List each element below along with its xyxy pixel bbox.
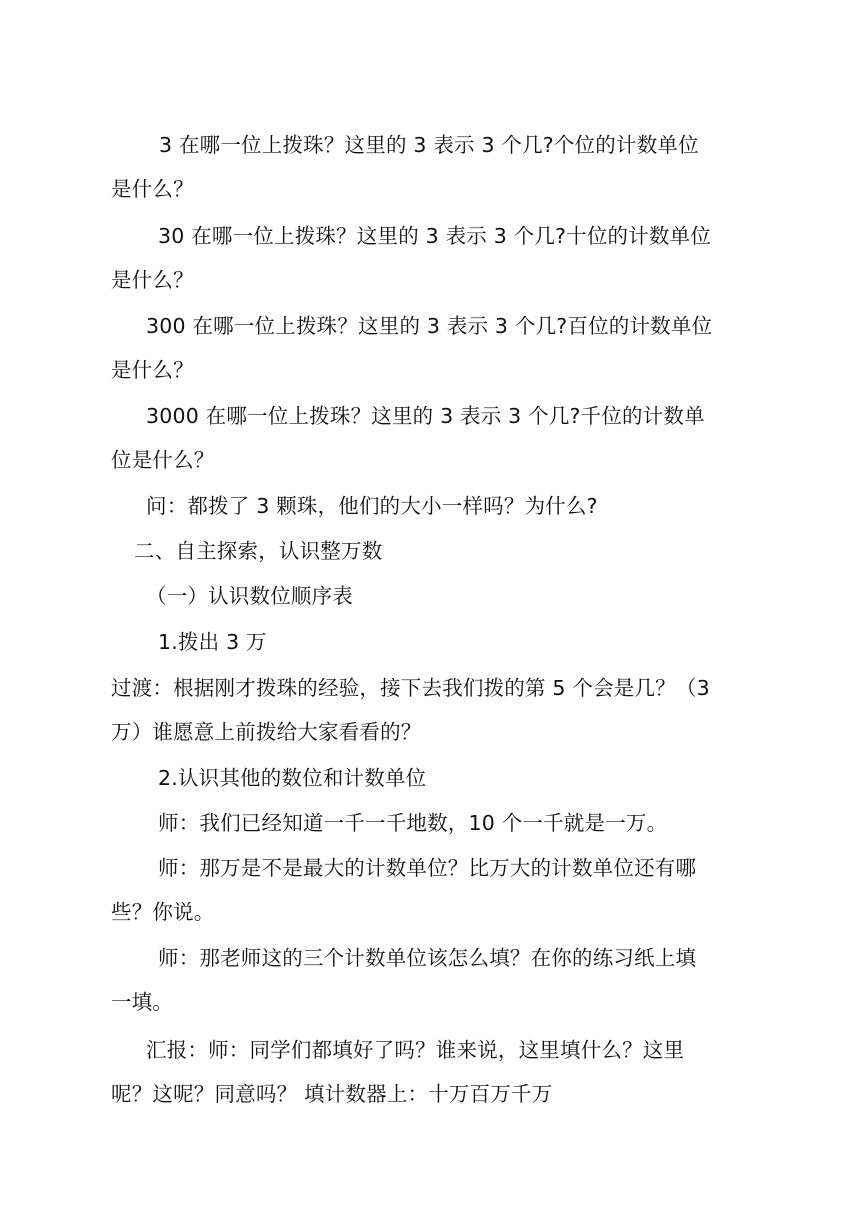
text-line: 30 在哪一位上拨珠？这里的 3 表示 3 个几?十位的计数单位 <box>158 224 712 248</box>
step-heading: 1.拨出 3 万 <box>158 630 267 654</box>
text-line: 些？你说。 <box>111 900 215 924</box>
text-line: 师：那万是不是最大的计数单位？比万大的计数单位还有哪 <box>158 856 697 880</box>
text-line: 汇报：师：同学们都填好了吗？谁来说，这里填什么？这里 <box>146 1038 685 1062</box>
text-line: 是什么？ <box>111 177 194 201</box>
text-line: 问：都拨了 3 颗珠，他们的大小一样吗？为什么? <box>146 494 598 518</box>
text-line: 师：那老师这的三个计数单位该怎么填？在你的练习纸上填 <box>158 946 697 970</box>
text-line: 呢？这呢？同意吗？ 填计数器上：十万百万千万 <box>111 1082 553 1106</box>
text-line: 3 在哪一位上拨珠？这里的 3 表示 3 个几?个位的计数单位 <box>159 133 699 157</box>
subsection-heading: （一）认识数位顺序表 <box>146 584 353 608</box>
step-heading: 2.认识其他的数位和计数单位 <box>158 766 427 790</box>
text-line: 300 在哪一位上拨珠？这里的 3 表示 3 个几?百位的计数单位 <box>146 314 713 338</box>
section-heading: 二、自主探索，认识整万数 <box>134 539 383 563</box>
text-line: 万）谁愿意上前拨给大家看看的？ <box>111 720 422 744</box>
text-line: 是什么？ <box>111 268 194 292</box>
text-line: 一填。 <box>111 990 174 1014</box>
text-line: 3000 在哪一位上拨珠？这里的 3 表示 3 个几?千位的计数单 <box>146 404 705 428</box>
text-line: 是什么？ <box>111 358 194 382</box>
text-line: 过渡：根据刚才拨珠的经验，接下去我们拨的第 5 个会是几？（3 <box>111 676 710 700</box>
text-line: 师：我们已经知道一千一千地数，10 个一千就是一万。 <box>158 811 668 835</box>
text-line: 位是什么？ <box>111 448 215 472</box>
